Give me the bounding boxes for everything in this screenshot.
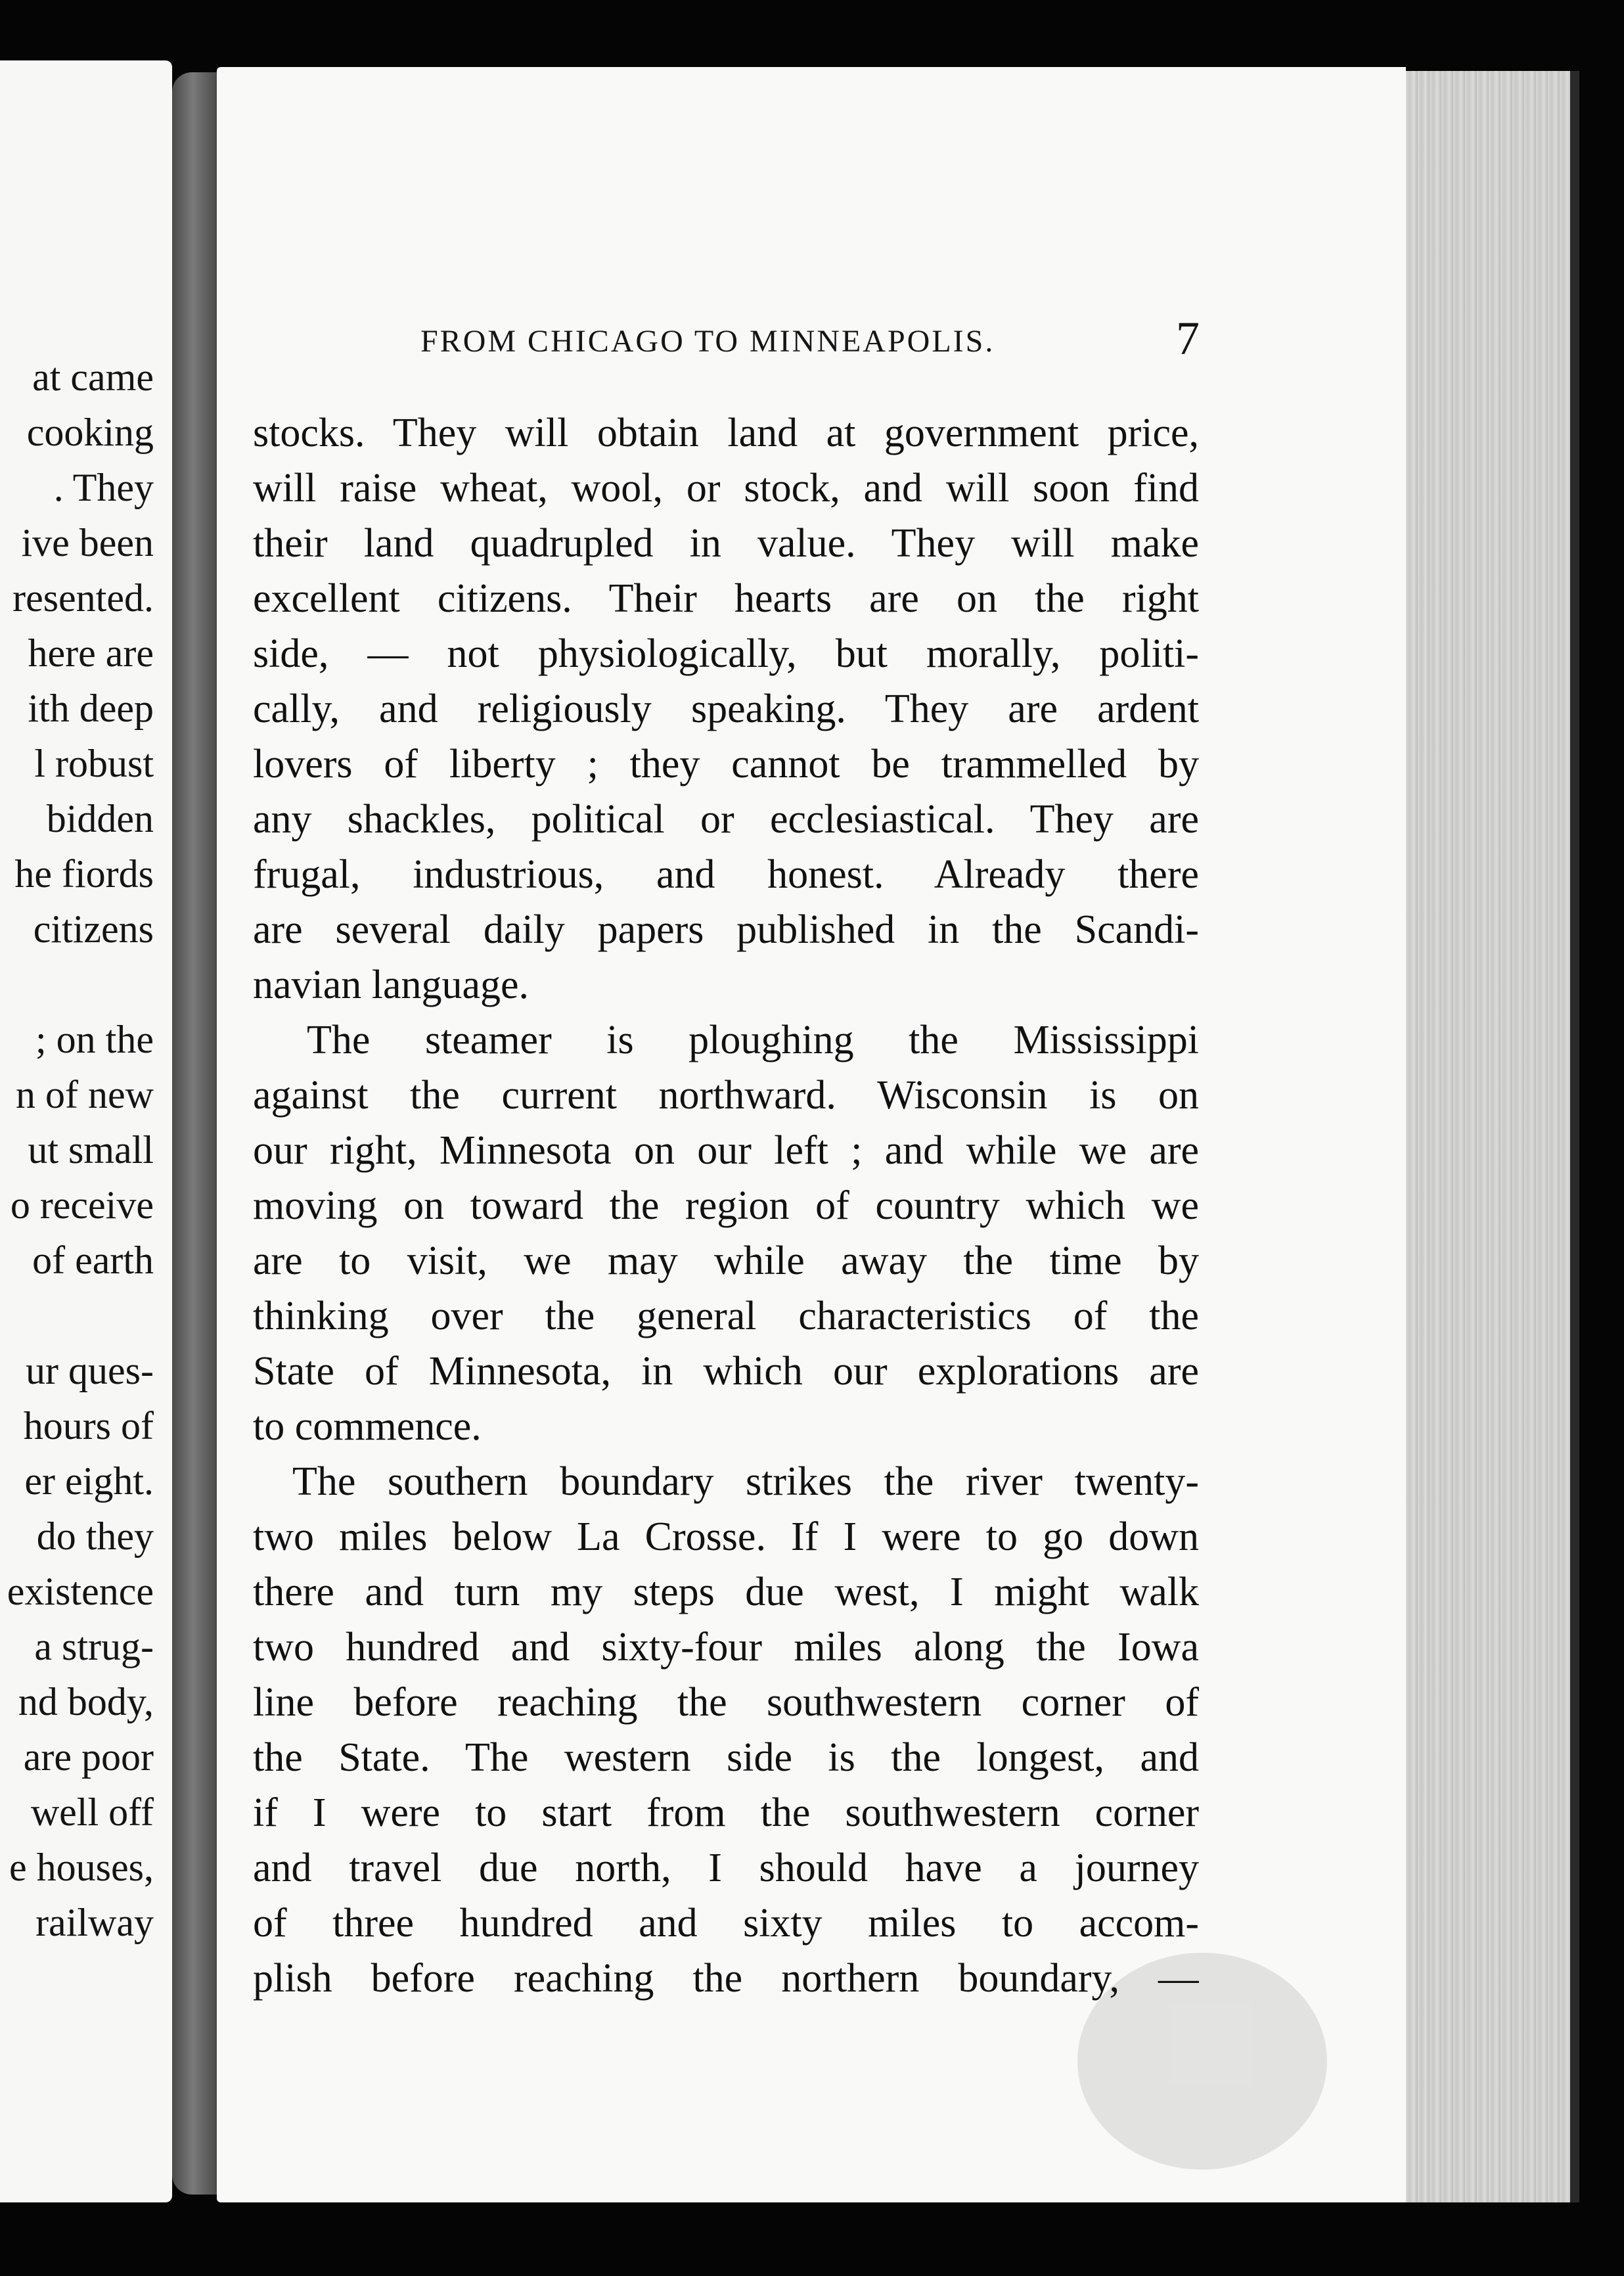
running-head xyxy=(217,312,1406,369)
text-line: plish before reaching the northern boundary, — xyxy=(253,1956,1199,2001)
text-line: excellent citizens. Their hearts are on the right xyxy=(253,576,1199,621)
facing-page-line: ive been xyxy=(21,521,154,564)
facing-page-left xyxy=(0,60,172,2202)
text-line: are to visit, we may while away the time by xyxy=(253,1239,1199,1283)
facing-page-line: he fiords xyxy=(14,852,154,896)
facing-page-line: l robust xyxy=(34,742,154,785)
text-line: cally, and religiously speaking. They are ardent xyxy=(253,687,1199,731)
facing-page-line: at came xyxy=(32,355,154,399)
facing-page-line: nd body, xyxy=(18,1680,154,1723)
facing-page-line: hours of xyxy=(23,1404,154,1447)
facing-page-line: existence xyxy=(7,1570,154,1613)
facing-page-line: er eight. xyxy=(24,1459,154,1503)
facing-page-line: railway xyxy=(35,1901,154,1944)
facing-page-text xyxy=(0,350,154,1950)
facing-page-line: here are xyxy=(28,631,154,675)
text-line: stocks. They will obtain land at government price, xyxy=(253,411,1199,455)
facing-page-line: ; on the xyxy=(35,1018,154,1061)
text-line: are several daily papers published in the Scandi- xyxy=(253,907,1199,952)
facing-page-line: of earth xyxy=(32,1239,154,1282)
text-line: frugal, industrious, and honest. Already there xyxy=(253,852,1199,897)
text-line: to commence. xyxy=(253,1404,482,1449)
facing-page-line: a strug- xyxy=(34,1625,154,1668)
facing-page-line: cooking xyxy=(26,411,154,454)
text-line: two hundred and sixty-four miles along the Iowa xyxy=(253,1625,1199,1670)
facing-page-line: bidden xyxy=(46,797,154,840)
text-line: will raise wheat, wool, or stock, and will soon find xyxy=(253,466,1199,511)
paragraph xyxy=(253,405,1199,1013)
facing-page-line: ur ques- xyxy=(26,1349,154,1392)
text-line: the State. The western side is the longest, and xyxy=(253,1735,1199,1780)
text-line: thinking over the general characteristics of the xyxy=(253,1294,1199,1338)
facing-page-gap xyxy=(0,957,154,1012)
facing-page-line: do they xyxy=(36,1514,154,1558)
facing-page-line: e houses, xyxy=(9,1846,154,1889)
text-line: and travel due north, I should have a journey xyxy=(253,1846,1199,1890)
body-text xyxy=(253,405,1199,2006)
text-line: against the current northward. Wisconsin is on xyxy=(253,1073,1199,1118)
facing-page-line: resented. xyxy=(12,576,154,620)
text-line: there and turn my steps due west, I might walk xyxy=(253,1570,1199,1614)
facing-page-gap xyxy=(0,1288,154,1343)
facing-page-line: ith deep xyxy=(28,687,154,730)
facing-page-line: . They xyxy=(53,466,154,509)
text-line: The steamer is ploughing the Mississippi xyxy=(307,1018,1199,1062)
page-number: 7 xyxy=(1176,312,1200,365)
facing-page-line: well off xyxy=(30,1790,154,1834)
facing-page-line: are poor xyxy=(23,1735,154,1779)
text-line: moving on toward the region of country which we xyxy=(253,1183,1199,1228)
text-line: side, — not physiologically, but morally, politi- xyxy=(253,631,1199,676)
text-line: lovers of liberty ; they cannot be trammelled by xyxy=(253,742,1199,786)
text-line: The southern boundary strikes the river twenty- xyxy=(292,1459,1199,1504)
text-line: if I were to start from the southwestern corner xyxy=(253,1790,1199,1835)
facing-page-line: citizens xyxy=(33,907,154,951)
text-line: their land quadrupled in value. They will make xyxy=(253,521,1199,566)
running-head-title: FROM CHICAGO TO MINNEAPOLIS. xyxy=(420,324,995,359)
text-line: any shackles, political or ecclesiastical. They are xyxy=(253,797,1199,842)
paragraph xyxy=(253,1013,1199,1454)
facing-page-line: ut small xyxy=(28,1128,154,1172)
facing-page-line: o receive xyxy=(10,1183,154,1227)
facing-page-line: n of new xyxy=(16,1073,154,1116)
text-line: our right, Minnesota on our left ; and while we are xyxy=(253,1128,1199,1173)
text-line: two miles below La Crosse. If I were to go down xyxy=(253,1514,1199,1559)
page-7 xyxy=(217,67,1406,2202)
text-line: line before reaching the southwestern corner of xyxy=(253,1680,1199,1725)
paragraph xyxy=(253,1454,1199,2006)
text-line: State of Minnesota, in which our explorations are xyxy=(253,1349,1199,1394)
text-line: of three hundred and sixty miles to accom- xyxy=(253,1901,1199,1946)
page-fore-edge xyxy=(1406,71,1579,2202)
text-line: navian language. xyxy=(253,963,530,1007)
